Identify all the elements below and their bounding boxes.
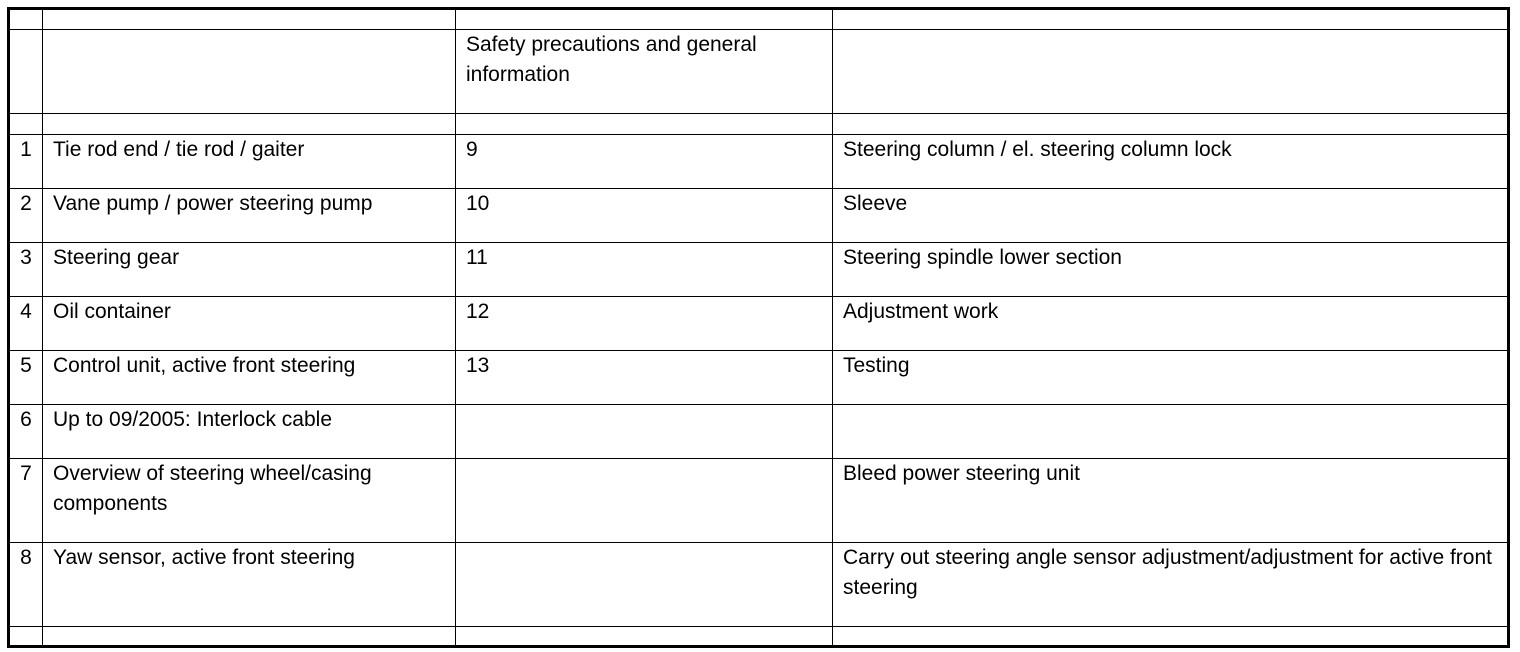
empty-cell <box>43 627 456 647</box>
table-row <box>9 189 1509 243</box>
row-number: 4 <box>9 297 43 351</box>
left-topic: Overview of steering wheel/casing components <box>43 459 456 543</box>
left-topic: Vane pump / power steering pump <box>43 189 456 243</box>
right-topic: Steering column / el. steering column lock <box>833 135 1509 189</box>
header-cell: Safety precautions and general information <box>456 30 833 114</box>
empty-cell <box>43 30 456 114</box>
left-topic: Up to 09/2005: Interlock cable <box>43 405 456 459</box>
left-topic: Tie rod end / tie rod / gaiter <box>43 135 456 189</box>
spacer-row <box>9 114 1509 135</box>
middle-number: 12 <box>456 297 833 351</box>
table-row <box>9 297 1509 351</box>
table-row <box>9 135 1509 189</box>
row-number: 7 <box>9 459 43 543</box>
row-number: 1 <box>9 135 43 189</box>
right-topic: Adjustment work <box>833 297 1509 351</box>
row-number: 2 <box>9 189 43 243</box>
right-topic: Carry out steering angle sensor adjustment/adjustment for active front steering <box>833 543 1509 627</box>
right-topic: Sleeve <box>833 189 1509 243</box>
middle-number: 9 <box>456 135 833 189</box>
empty-cell <box>43 9 456 30</box>
right-topic: Steering spindle lower section <box>833 243 1509 297</box>
empty-cell <box>9 9 43 30</box>
middle-number <box>456 459 833 543</box>
right-topic: Testing <box>833 351 1509 405</box>
empty-cell <box>833 627 1509 647</box>
left-topic: Steering gear <box>43 243 456 297</box>
table-row <box>9 243 1509 297</box>
middle-number: 13 <box>456 351 833 405</box>
table-row <box>9 405 1509 459</box>
empty-cell <box>833 30 1509 114</box>
contents-table <box>7 7 1510 648</box>
row-number: 3 <box>9 243 43 297</box>
middle-number <box>456 543 833 627</box>
table-row <box>9 351 1509 405</box>
empty-cell <box>456 9 833 30</box>
middle-number: 10 <box>456 189 833 243</box>
empty-cell <box>833 114 1509 135</box>
empty-cell <box>9 114 43 135</box>
table-row <box>9 459 1509 543</box>
left-topic: Control unit, active front steering <box>43 351 456 405</box>
empty-cell <box>456 627 833 647</box>
right-topic <box>833 405 1509 459</box>
table-row <box>9 543 1509 627</box>
row-number: 8 <box>9 543 43 627</box>
header-row <box>9 30 1509 114</box>
empty-cell <box>9 627 43 647</box>
empty-cell <box>43 114 456 135</box>
empty-cell <box>456 114 833 135</box>
left-topic: Yaw sensor, active front steering <box>43 543 456 627</box>
row-number: 5 <box>9 351 43 405</box>
row-number: 6 <box>9 405 43 459</box>
middle-number: 11 <box>456 243 833 297</box>
empty-cell <box>833 9 1509 30</box>
empty-cell <box>9 30 43 114</box>
left-topic: Oil container <box>43 297 456 351</box>
right-topic: Bleed power steering unit <box>833 459 1509 543</box>
middle-number <box>456 405 833 459</box>
spacer-row <box>9 9 1509 30</box>
spacer-row <box>9 627 1509 647</box>
